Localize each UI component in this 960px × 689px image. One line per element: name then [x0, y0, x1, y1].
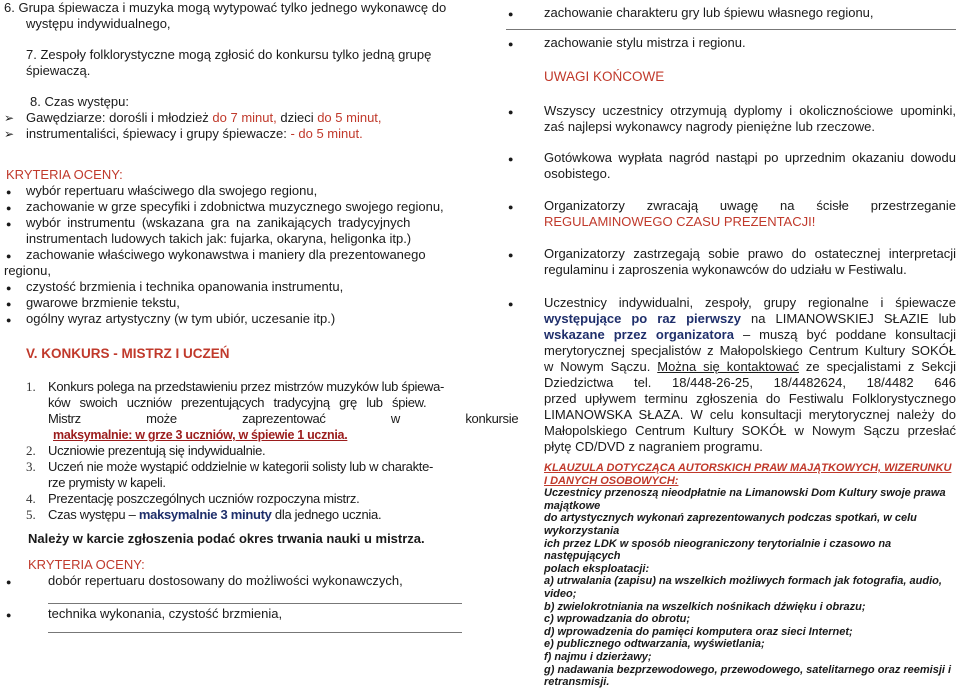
bullet-icon: ● [6, 315, 12, 325]
final-note-cash: Gotówkowa wypłata nagród nastąpi po uprzednim okazaniu dowodu osobistego. [544, 150, 956, 181]
clause-title: KLAUZULA DOTYCZĄCA AUTORSKICH PRAW MAJĄTKOWYCH, WIZERUNKU [544, 462, 952, 474]
bullet-icon: ● [6, 283, 12, 293]
criteria-2-item: zachowanie stylu mistrza i regionu. [544, 35, 746, 50]
clause-line: ich przez LDK w sposób nieograniczony terytorialnie i czasowo na następujących [544, 537, 892, 563]
bullet-icon: ● [6, 299, 12, 309]
rule-8: 8. Czas występu: [30, 94, 129, 109]
final-note-diplomas: Wszyscy uczestnicy otrzymują dyplomy i okolicznościowe upominki, zaś najlepsi wykonawcy nagrody pieniężne lub rzeczowe. [544, 103, 956, 134]
criteria-item: wybór repertuaru właściwego dla swojego regionu, [26, 183, 318, 198]
final-note-time: Organizatorzy zwracają uwagę na ścisłe przestrzeganie REGULAMINOWEGO CZASU PREZENTACJI! [544, 198, 956, 229]
duration-notice: Należy w karcie zgłoszenia podać okres trwania nauki u mistrza. [28, 531, 425, 546]
list-number: 4. [26, 491, 36, 506]
bullet-icon: ● [6, 610, 12, 620]
list-number: 3. [26, 459, 36, 474]
bullet-icon: ● [508, 250, 514, 260]
clause-line: retransmisji. [544, 676, 610, 689]
time-limit-storytellers: Gawędziarze: dorośli i młodzież do 7 minut, dzieci do 5 minut, [26, 110, 382, 125]
rule-v1-line4: maksymalnie: w grze 3 uczniów, w śpiewie 1 ucznia. [53, 428, 348, 442]
clause-line: do artystycznych wykonań zaprezentowanych podczas spotkań, w celu wykorzystania [544, 512, 917, 537]
clause-body [544, 487, 956, 689]
bullet-icon: ● [6, 203, 12, 213]
criteria-item: zachowanie w grze specyfiki i zdobnictwa muzycznego swojego regionu, [26, 199, 444, 214]
arrow-bullet-icon: ➢ [4, 127, 15, 141]
rule-v4: Prezentację poszczególnych uczniów rozpoczyna mistrz. [48, 491, 360, 506]
criteria-item: czystość brzmienia i technika opanowania instrumentu, [26, 279, 344, 294]
bullet-icon: ● [508, 202, 514, 212]
clause-line: b) zwielokrotniania na wszelkich nośnikach dźwięku i obrazu; [544, 600, 866, 613]
divider [48, 632, 462, 633]
rule-v2: Uczniowie prezentują się indywidualnie. [48, 443, 266, 458]
criteria-2-item: zachowanie charakteru gry lub śpiewu własnego regionu, [544, 5, 874, 20]
criteria-item: gwarowe brzmienie tekstu, [26, 295, 180, 310]
criteria-item: regionu, [4, 263, 51, 278]
final-note-consultation: Uczestnicy indywidualni, zespoły, grupy regionalne i śpiewacze występujące po raz pierwszy na LIMANOWSKIEJ SŁAZIE lub wskazane przez organizatora – muszą być poddane konsultacji merytorycznej specjalistów z Małopolskiego Centrum Kultury SOKÓŁ w Nowym Sączu. Można się kontaktować ze specjalistami z Sekcji Dziedzictwa tel. 18/448-26-25, 18/4482624, 18/4482 646 przed upływem terminu zgłoszenia do Festiwalu Folklorystycznego LIMANOWSKA SŁAZA. W celu konsultacji merytorycznej należy do Małopolskiego Centrum Kultury SOKÓŁ w Nowym Sączu przesłać płytę CD/DVD z nagraniem programu. [544, 295, 956, 454]
list-number: 5. [26, 507, 36, 522]
bullet-icon: ● [508, 154, 514, 164]
clause-line: g) nadawania bezprzewodowego, przewodowego, satelitarnego oraz reemisji i [544, 663, 952, 676]
bullet-icon: ● [6, 219, 12, 229]
rule-v3-line2: rze prymisty w kapeli. [48, 475, 166, 490]
copyright-clause [544, 462, 956, 689]
bullet-icon: ● [6, 251, 12, 261]
rule-v1-line3: Mistrz może zaprezentować w konkursie [48, 411, 519, 426]
clause-line: Uczestnicy przenoszą nieodpłatnie na Limanowski Dom Kultury swoje prawa majątkowe [544, 487, 946, 512]
criteria-item: zachowanie właściwego wykonawstwa i maniery dla prezentowanego [26, 247, 426, 262]
criteria-item: wybór instrumentu (wskazana gra na zanikających tradycyjnych [26, 215, 411, 230]
clause-line: d) wprowadzenia do pamięci komputera oraz sieci Internet; [544, 625, 853, 638]
list-number: 2. [26, 443, 36, 458]
criteria-item: ogólny wyraz artystyczny (w tym ubiór, uczesanie itp.) [26, 311, 336, 326]
arrow-bullet-icon: ➢ [4, 111, 15, 125]
criteria-2-heading: KRYTERIA OCENY: [28, 557, 145, 572]
rule-v1-line2: ków swoich uczniów prezentujących tradycyjną grę lub śpiew. [48, 395, 427, 410]
bullet-icon: ● [6, 187, 12, 197]
bullet-icon: ● [508, 299, 514, 309]
section-v-heading: V. KONKURS - MISTRZ I UCZEŃ [26, 346, 230, 361]
list-number: 1. [26, 379, 36, 394]
criteria-heading: KRYTERIA OCENY: [6, 167, 123, 182]
rule-6-cont: występu indywidualnego, [26, 16, 171, 31]
bullet-icon: ● [6, 577, 12, 587]
time-limit-musicians: instrumentaliści, śpiewacy i grupy śpiewacze: - do 5 minut. [26, 126, 363, 141]
criteria-2-item: dobór repertuaru dostosowany do możliwości wykonawczych, [48, 573, 403, 588]
bullet-icon: ● [508, 107, 514, 117]
clause-line: f) najmu i dzierżawy; [544, 650, 652, 663]
rule-7: 7. Zespoły folklorystyczne mogą zgłosić do konkursu tylko jedną grupę [26, 47, 432, 62]
rule-v1-line1: Konkurs polega na przedstawieniu przez mistrzów muzyków lub śpiewa- [48, 379, 445, 394]
clause-line: e) publicznego odtwarzania, wyświetlania; [544, 638, 765, 651]
divider [506, 29, 956, 30]
final-notes-heading: UWAGI KOŃCOWE [544, 69, 665, 84]
clause-line: a) utrwalania (zapisu) na wszelkich możliwych formach jak fotografia, audio, video; [544, 575, 942, 600]
clause-title: I DANYCH OSOBOWYCH: [544, 474, 679, 487]
rule-7-cont: śpiewaczą. [26, 63, 91, 78]
divider [48, 603, 462, 604]
criteria-2-item: technika wykonania, czystość brzmienia, [48, 606, 283, 621]
clause-line: polach eksploatacji: [544, 562, 650, 575]
rule-6: 6. Grupa śpiewacza i muzyka mogą wytypować tylko jednego wykonawcę do [4, 0, 447, 15]
clause-line: c) wprowadzania do obrotu; [544, 613, 691, 626]
bullet-icon: ● [508, 39, 514, 49]
final-note-interpretation: Organizatorzy zastrzegają sobie prawo do ostatecznej interpretacji regulaminu i zaproszenia wykonawców do udziału w Festiwalu. [544, 246, 956, 277]
rule-v3-line1: Uczeń nie może wystąpić oddzielnie w kategorii solisty lub w charakte- [48, 459, 434, 474]
rule-v5: Czas występu – maksymalnie 3 minuty dla jednego ucznia. [48, 507, 382, 522]
bullet-icon: ● [508, 9, 514, 19]
criteria-item: instrumentach ludowych takich jak: fujarka, okaryna, heligonka itp.) [26, 231, 412, 246]
